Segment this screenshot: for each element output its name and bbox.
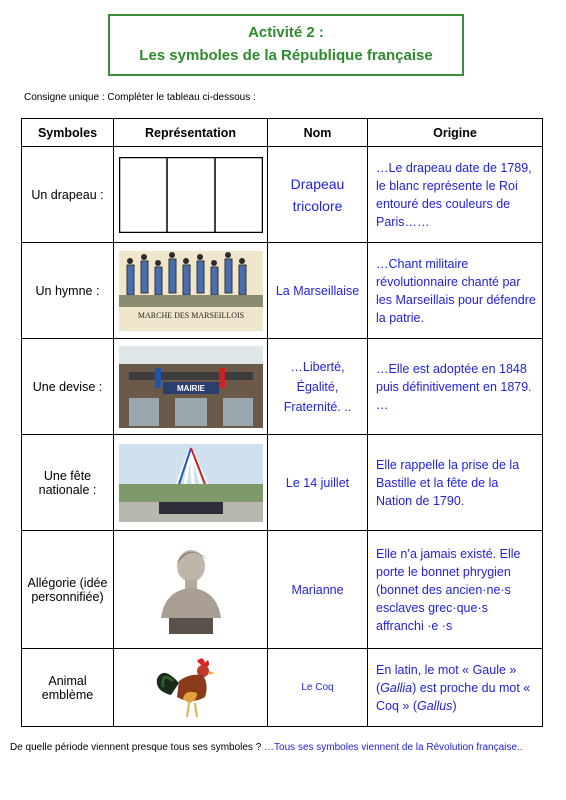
marianne-bust-image xyxy=(151,544,231,636)
cell-origine: …Chant militaire révolutionnaire chanté par les Marseillais pour défendre la patrie. xyxy=(368,243,543,339)
origine-latin-gallus: Gallus xyxy=(417,698,453,713)
table-row xyxy=(22,339,543,435)
header-origine: Origine xyxy=(368,119,543,147)
question-text: De quelle période viennent presque tous ses symboles ? xyxy=(10,742,262,753)
answer-text: …Tous ses symboles viennent de la Révolution française.. xyxy=(264,742,523,753)
origine-text: En latin, le mot « Gaule » ( xyxy=(376,662,517,695)
table-header-row xyxy=(22,119,543,147)
cell-representation xyxy=(114,435,268,531)
marseillaise-engraving-image xyxy=(119,251,263,331)
cell-representation xyxy=(114,243,268,339)
cell-representation xyxy=(114,339,268,435)
footer-question xyxy=(10,742,523,753)
header-representation: Représentation xyxy=(114,119,268,147)
table-row xyxy=(22,243,543,339)
blank-flag-image xyxy=(119,157,263,233)
cell-symbole: Allégorie (idée personnifiée) xyxy=(22,531,114,649)
instruction-text: Consigne unique : Compléter le tableau ci-dessous : xyxy=(24,92,256,103)
cell-nom: Marianne xyxy=(268,531,368,649)
mairie-sign: MAIRIE xyxy=(176,383,205,393)
title-box xyxy=(108,14,464,76)
cell-symbole: Animal emblème xyxy=(22,649,114,727)
header-symboles: Symboles xyxy=(22,119,114,147)
cell-nom: La Marseillaise xyxy=(268,243,368,339)
mairie-building-image xyxy=(119,346,263,428)
cell-origine xyxy=(368,649,543,727)
table-row xyxy=(22,649,543,727)
cell-representation xyxy=(114,147,268,243)
cell-symbole: Un drapeau : xyxy=(22,147,114,243)
rooster-image xyxy=(149,655,233,721)
cell-origine: Elle rappelle la prise de la Bastille et la fête de la Nation de 1790. xyxy=(368,435,543,531)
cell-nom: Le 14 juillet xyxy=(268,435,368,531)
cell-origine: Elle n’a jamais existé. Elle porte le bonnet phrygien (bonnet des ancien·ne·s esclaves grec·que·s affranchi ·e ·s xyxy=(368,531,543,649)
table-row xyxy=(22,531,543,649)
table-row xyxy=(22,435,543,531)
cell-symbole: Un hymne : xyxy=(22,243,114,339)
cell-nom: …Liberté, Égalité, Fraternité. .. xyxy=(268,339,368,435)
cell-symbole: Une fête nationale : xyxy=(22,435,114,531)
table-row xyxy=(22,147,543,243)
parade-image xyxy=(119,444,263,522)
engraving-caption: MARCHE DES MARSEILLOIS xyxy=(137,310,244,320)
cell-nom: Drapeau tricolore xyxy=(268,147,368,243)
header-nom: Nom xyxy=(268,119,368,147)
origine-text: ) xyxy=(452,698,457,713)
activity-subtitle: Les symboles de la République française xyxy=(139,47,433,64)
origine-latin-gallia: Gallia xyxy=(380,680,413,695)
cell-nom: Le Coq xyxy=(268,649,368,727)
symbols-table xyxy=(21,118,543,727)
activity-title: Activité 2 : xyxy=(248,24,324,41)
cell-symbole: Une devise : xyxy=(22,339,114,435)
cell-origine: …Le drapeau date de 1789, le blanc représente le Roi entouré des couleurs de Paris…… xyxy=(368,147,543,243)
cell-representation xyxy=(114,531,268,649)
origine-text: ) est proche du mot « Coq » ( xyxy=(376,680,531,713)
cell-representation xyxy=(114,649,268,727)
cell-origine: …Elle est adoptée en 1848 puis définitivement en 1879. … xyxy=(368,339,543,435)
